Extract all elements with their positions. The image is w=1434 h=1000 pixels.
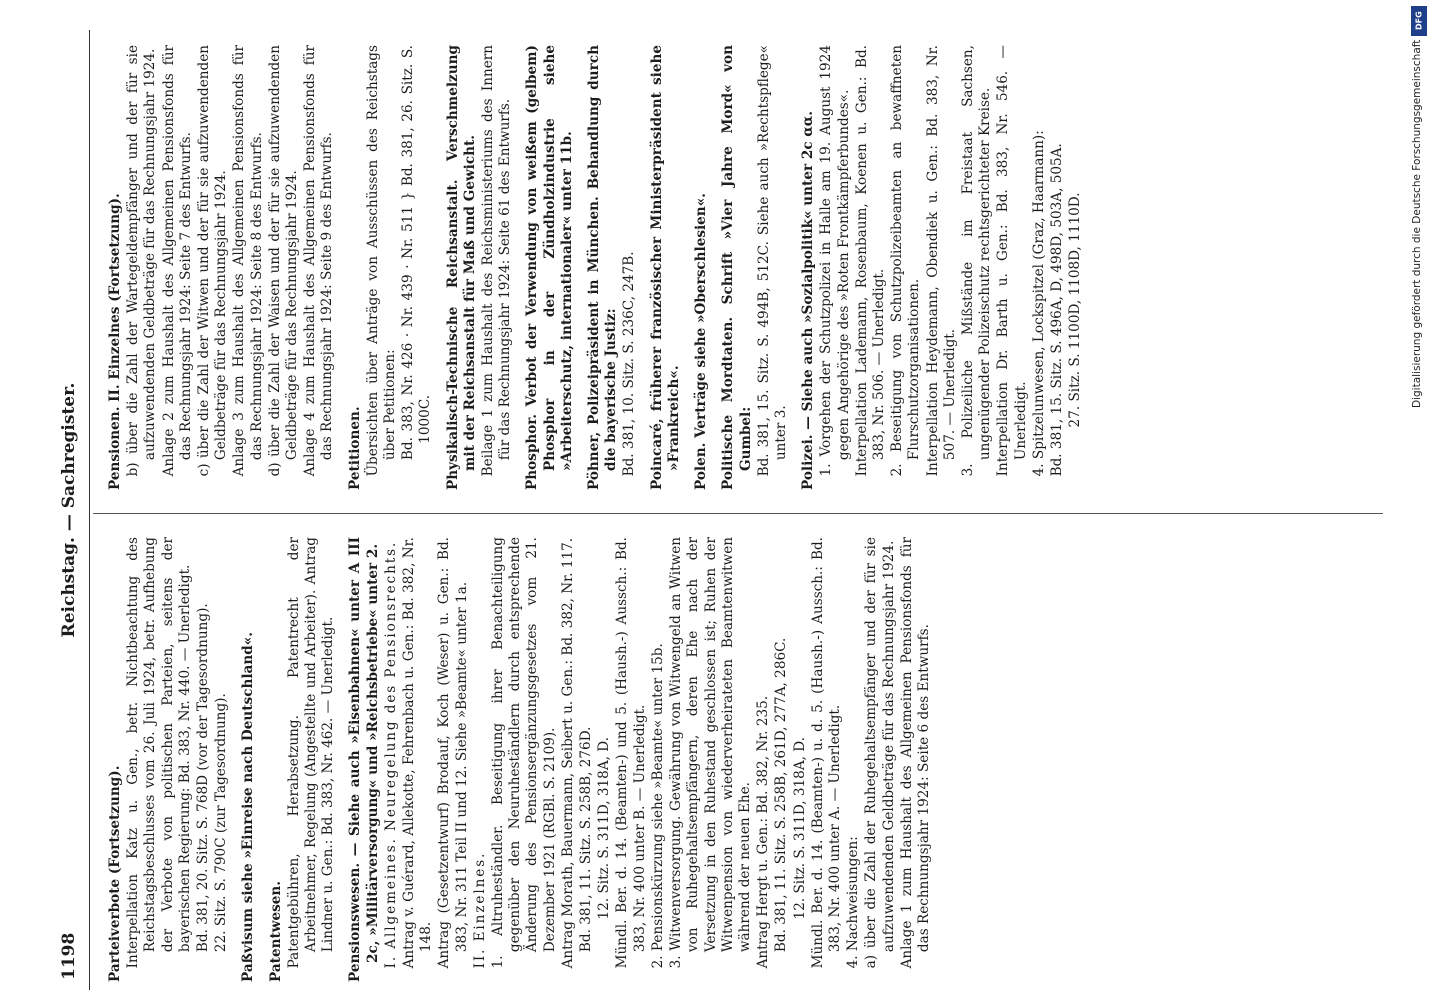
spacer — [791, 45, 800, 490]
index-text: Interpellation Heydemann, Obendiek u. Gen.: Bd. 383, Nr. 507. — Unerledigt. — [924, 45, 958, 477]
index-reference: 27. Sitz. S. 1100D, 1108D, 1110D. — [1067, 192, 1084, 428]
index-text: Anlage 4 zum Haushalt des Allgemeinen Pensionsfonds für das Rechnungsjahr 1924: Seite 9 des Entwurfs. — [302, 45, 336, 477]
index-text: Interpellation Katz u. Gen., betr. Nichtbeachtung des Reichstagsbeschlusses vom 26. Juli 1924, betr. Aufhebung der Verbote von politischen Parteien, seitens der bayerischen Regierung: Bd. 383, Nr. 440. — Unerledigt. — [125, 537, 193, 969]
rotated-page — [47, 30, 1407, 990]
index-reference: Bd. 381, 11. Sitz. S. 258B, 276D. — [578, 726, 595, 953]
subsection-item: b) über die Zahl der Wartegeldempfänger und der für sie aufzuwendenden Geldbeträge für das Rechnungsjahr 1924. — [125, 45, 159, 477]
index-text: Anlage 1 zum Haushalt des Allgemeinen Pensionsfonds für das Rechnungsjahr 1924: Seite 6 des Entwurfs. — [898, 537, 932, 969]
index-text: Anlage 2 zum Haushalt des Allgemeinen Pensionsfonds für das Rechnungsjahr 1924: Seite 7 des Entwurfs. — [160, 45, 194, 477]
running-title: Reichstag. — Sachregister. — [59, 382, 79, 638]
index-text: Beilage 1 zum Haushalt des Reichsministeriums des Innern für das Rechnungsjahr 1924: Seite 61 des Entwurfs. — [480, 45, 514, 477]
index-entry-heading: Politische Mordtaten. Schrift »Vier Jahre Mord« von Gumbel: — [720, 45, 754, 490]
index-text: Bd. 381, 10. Sitz. S. 236C, 247B. — [621, 251, 638, 477]
index-text: Antrag (Gesetzentwurf) Brodauf, Koch (Weser) u. Gen.: Bd. 383, Nr. 311 Teil II und 12. Siehe »Beamte« unter 1a. — [436, 537, 470, 969]
dfg-notice-text: Digitalisierung gefördert durch die Deutsche Forschungsgemeinschaft — [1411, 40, 1423, 409]
index-entry-heading: Paßvisum siehe »Einreise nach Deutschland«. — [240, 632, 257, 982]
right-column — [107, 45, 1377, 490]
section-heading: I. Allgemeines. Neuregelung des Pensionsrechts. — [382, 540, 399, 969]
spacer — [338, 537, 347, 982]
index-entry-heading: Pöhner, Polizeipräsident in München. Behandlung durch die bayerische Justiz: — [586, 45, 620, 490]
index-entry-heading: Pensionen. II. Einzelnes (Fortsetzung). — [107, 193, 123, 490]
index-text: Mündl. Ber. d. 14. (Beamten-) u. d. 5. (Haush.-) Aussch.: Bd. 383, Nr. 400 unter A. — Unerledigt. — [809, 537, 843, 969]
index-reference: Bd. 383, Nr. 426 · Nr. 439 · Nr. 511 } Bd. 381, 26. Sitz. S. 1000C. — [400, 45, 434, 461]
section-heading: II. Einzelnes. — [471, 851, 488, 969]
left-column — [107, 537, 1377, 982]
index-text: Übersichten über Anträge von Ausschüssen des Reichstags über Petitionen: — [364, 45, 399, 477]
dfg-side-notice — [1409, 6, 1429, 996]
subsection-item: 2. Beseitigung von Schutzpolizeibeamten an bewaffneten Flurschutzorganisationen. — [889, 45, 923, 477]
subsection-item: 1. Altruheständler. Beseitigung ihrer Benachteiligung gegenüber den Neuruheständlern durch entsprechende Änderung des Pensionsergänzungsgesetzes vom 21. Dezember 1921 (RGBl. S. 2109). — [490, 537, 558, 969]
index-text: Patentgebühren, Herabsetzung. Patentrecht der Arbeitnehmer, Regelung (Angestellte und Arbeiter). Antrag Lindner u. Gen.: Bd. 383, Nr. 462. — Unerledigt. — [285, 537, 337, 969]
subsection-item: 4. Spitzelunwesen, Lockspitzel (Graz, Haarmann): — [1030, 130, 1047, 477]
index-entry-heading: Polizei. — Siehe auch »Sozialpolitik« unter 2c αα. — [800, 111, 817, 490]
dfg-logo-icon: DFG — [1411, 6, 1427, 36]
index-reference: Bd. 381, 20. Sitz. S. 768D (vor der Tagesordnung). — [195, 603, 212, 953]
spacer — [577, 45, 586, 490]
index-reference: 12. Sitz. S. 311D, 318A, D. — [596, 736, 613, 920]
page-number: 1198 — [59, 932, 79, 980]
index-entry-heading: Patentwesen. — [267, 880, 284, 982]
spacer — [515, 45, 524, 490]
spacer — [436, 45, 445, 490]
spacer — [338, 45, 347, 490]
subsection-item: 3. Polizeiliche Mißstände im Freistaat Sachsen, ungenügender Polizeischutz rechtsgerichteter Kreise. — [959, 45, 994, 477]
index-text: Antrag v. Guérard, Allekotte, Fehrenbach u. Gen.: Bd. 382, Nr. 148. — [401, 537, 435, 969]
index-entry-heading: Parteiverbote (Fortsetzung). — [107, 765, 123, 982]
column-divider — [93, 513, 1383, 514]
subsection-item: a) über die Zahl der Ruhegehaltsempfänger und der für sie aufzuwendenden Geldbeträge für das Rechnungsjahr 1924. — [863, 537, 897, 969]
index-entry-heading: Petitionen. — [346, 406, 363, 490]
spacer — [711, 45, 720, 490]
index-text: Anlage 3 zum Haushalt des Allgemeinen Pensionsfonds für das Rechnungsjahr 1924: Seite 8 des Entwurfs. — [231, 45, 265, 477]
subsection-item: 1. Vorgehen der Schutzpolizei in Halle am 19. August 1924 gegen Angehörige des »Roten Frontkämpferbundes«. — [818, 45, 852, 477]
index-text: Interpellation Dr. Barth u. Gen.: Bd. 383, Nr. 546. — Unerledigt. — [995, 45, 1029, 477]
page-header — [47, 30, 90, 990]
index-reference: 12. Sitz. S. 311D, 318A, D. — [791, 736, 808, 920]
index-entry-heading: Polen. Verträge siehe »Oberschlesien«. — [693, 193, 710, 490]
index-text: Bd. 381, 15. Sitz. S. 494B, 512C. Siehe auch »Rechtspflege« unter 3. — [755, 45, 789, 477]
spacer — [684, 45, 693, 490]
index-entry-heading: Phosphor. Verbot der Verwendung von weißem (gelbem) Phosphor in der Zündholzindustrie siehe »Arbeiterschutz, internationaler« unter 11b. — [524, 45, 575, 490]
spacer — [259, 537, 268, 982]
index-entry-heading: Pensionswesen. — Siehe auch »Eisenbahnen« unter A III 2c, »Militärversorgung« und »Reichsbetriebe« unter 2. — [347, 537, 381, 982]
subsection-item: c) über die Zahl der Witwen und der für sie aufzuwendenden Geldbeträge für das Rechnungsjahr 1924. — [196, 45, 230, 477]
spacer — [640, 45, 649, 490]
index-text: Antrag Hergt u. Gen.: Bd. 382, Nr. 235. — [755, 695, 772, 969]
index-text: Antrag Morath, Bauermann, Seibert u. Gen.: Bd. 382, Nr. 117. — [559, 537, 576, 969]
subsection-item: 3. Witwenversorgung. Gewährung von Witwengeld an Witwen von Ruhegehaltsempfängern, deren Ehe nach der Versetzung in den Ruhestand geschlossen ist; Ruhen der Witwenpension von wiederverheirateten Beamtenwitwen während der neuen Ehe. — [668, 537, 753, 969]
subsection-item: d) über die Zahl der Waisen und der für sie aufzuwendenden Geldbeträge für das Rechnungsjahr 1924. — [266, 45, 301, 477]
index-entry-heading: Physikalisch-Technische Reichsanstalt. Verschmelzung mit der Reichsanstalt für Maß und Gewicht. — [444, 45, 478, 490]
index-text: Interpellation Lademann, Rosenbaum, Koenen u. Gen.: Bd. 383, Nr. 506. — Unerledigt. — [853, 45, 887, 477]
index-entry-heading: Poincaré, früherer französischer Ministerpräsident siehe »Frankreich«. — [648, 45, 682, 490]
index-text: Mündl. Ber. d. 14. (Beamten-) und 5. (Haush.-) Aussch.: Bd. 383, Nr. 400 unter B. — Unerledigt. — [614, 537, 648, 969]
subsection-item: 4. Nachweisungen: — [845, 836, 862, 969]
subsection-item: 2. Pensionskürzung siehe »Beamte« unter 15b. — [649, 643, 666, 969]
spacer — [231, 537, 240, 982]
index-text: Bd. 381, 15. Sitz. S. 496A, D, 498D, 503A, 505A. — [1048, 143, 1065, 477]
index-reference: Bd. 381, 11. Sitz. S. 258B, 261D, 277A, 286C. — [773, 637, 790, 953]
index-reference: 22. Sitz. S. 790C (zur Tagesordnung). — [213, 693, 230, 953]
